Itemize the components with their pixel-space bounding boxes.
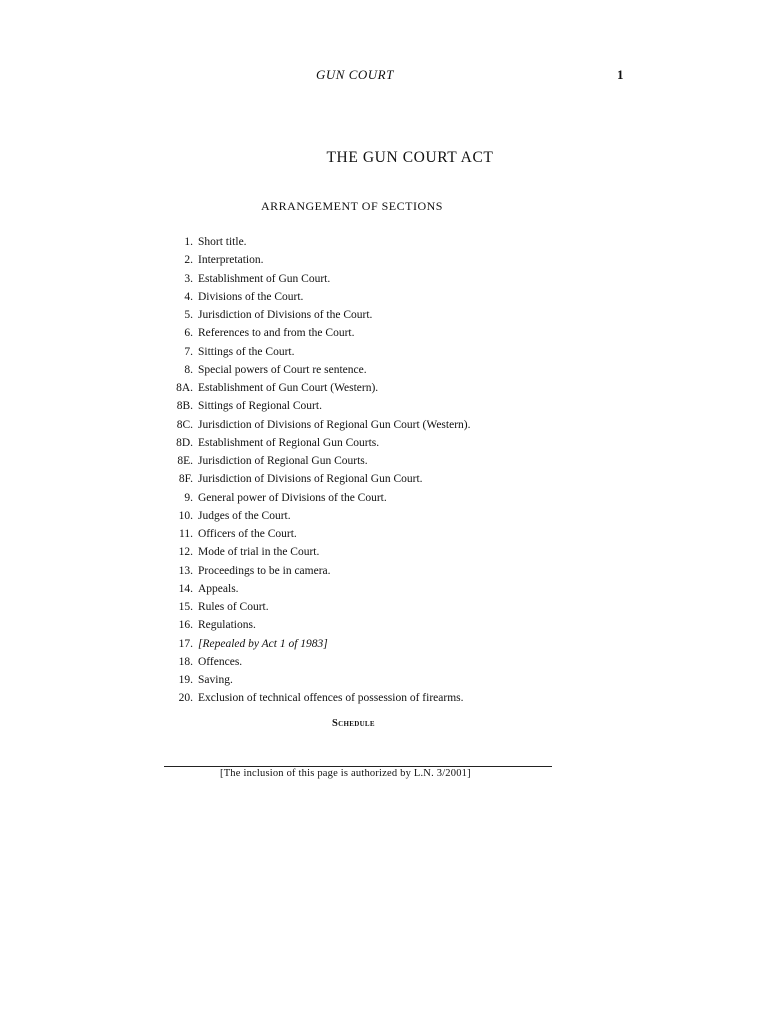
section-title: Officers of the Court.	[198, 528, 297, 540]
section-title: [Repealed by Act 1 of 1983]	[198, 637, 328, 650]
section-number: 10.	[178, 509, 193, 522]
footer-note: [The inclusion of this page is authorized by L.N. 3/2001]	[220, 768, 471, 779]
section-number: 13.	[178, 564, 193, 577]
section-number: 6.	[184, 327, 193, 340]
schedule-label: Schedule	[332, 718, 375, 729]
section-title: Appeals.	[198, 582, 239, 595]
section-title: General power of Divisions of the Court.	[198, 491, 387, 504]
section-title: Sittings of the Court.	[198, 345, 295, 358]
section-title: Short title.	[198, 236, 247, 248]
section-number: 16.	[178, 619, 193, 632]
section-title: Saving.	[198, 674, 233, 686]
section-title: Offences.	[198, 655, 243, 668]
section-title: Jurisdiction of Regional Gun Courts.	[198, 455, 368, 467]
section-number: 15.	[178, 601, 193, 613]
section-number: 7.	[184, 345, 193, 358]
section-number: 8C.	[176, 418, 193, 431]
section-title: Exclusion of technical offences of possession of firearms.	[198, 692, 464, 705]
section-number: 9.	[184, 491, 193, 504]
footer-rule	[164, 766, 552, 767]
section-title: Divisions of the Court.	[198, 290, 304, 303]
section-number: 8E.	[177, 455, 193, 467]
section-number: 18.	[178, 655, 193, 668]
section-title: Mode of trial in the Court.	[198, 546, 320, 559]
section-number: 8F.	[178, 473, 193, 486]
section-number: 2.	[184, 254, 193, 267]
section-title: Interpretation.	[198, 254, 264, 267]
section-number: 17.	[178, 637, 193, 650]
section-title: Special powers of Court re sentence.	[198, 363, 367, 376]
section-number: 20.	[178, 692, 193, 705]
section-title: Establishment of Gun Court (Western).	[198, 382, 379, 394]
section-number: 19.	[178, 674, 193, 686]
section-title: References to and from the Court.	[198, 327, 355, 340]
page-number: 1	[617, 67, 624, 82]
section-number: 1.	[184, 236, 193, 248]
section-number: 4.	[184, 290, 193, 303]
section-title: Jurisdiction of Divisions of Regional Gun Court (Western).	[198, 418, 471, 431]
section-title: Rules of Court.	[198, 601, 269, 613]
section-title: Establishment of Gun Court.	[198, 272, 331, 285]
act-title: THE GUN COURT ACT	[326, 149, 494, 166]
section-title: Judges of the Court.	[198, 509, 291, 522]
section-number: 5.	[184, 309, 193, 321]
section-title: Sittings of Regional Court.	[198, 400, 322, 413]
section-title: Establishment of Regional Gun Courts.	[198, 436, 380, 449]
section-number: 8A.	[176, 382, 193, 394]
section-number: 8D.	[176, 436, 193, 449]
section-title: Jurisdiction of Divisions of the Court.	[198, 309, 373, 321]
section-title: Proceedings to be in camera.	[198, 564, 331, 577]
running-title: GUN COURT	[316, 67, 394, 82]
section-number: 8.	[184, 363, 193, 376]
section-title: Regulations.	[198, 619, 256, 632]
running-header	[0, 67, 768, 85]
section-number: 14.	[178, 582, 193, 595]
section-number: 11.	[179, 528, 193, 540]
arrangement-heading: ARRANGEMENT OF SECTIONS	[261, 199, 443, 213]
section-number: 12.	[178, 546, 193, 559]
section-number: 3.	[184, 272, 193, 285]
section-number: 8B.	[176, 400, 193, 413]
section-title: Jurisdiction of Divisions of Regional Gun Court.	[198, 473, 423, 486]
